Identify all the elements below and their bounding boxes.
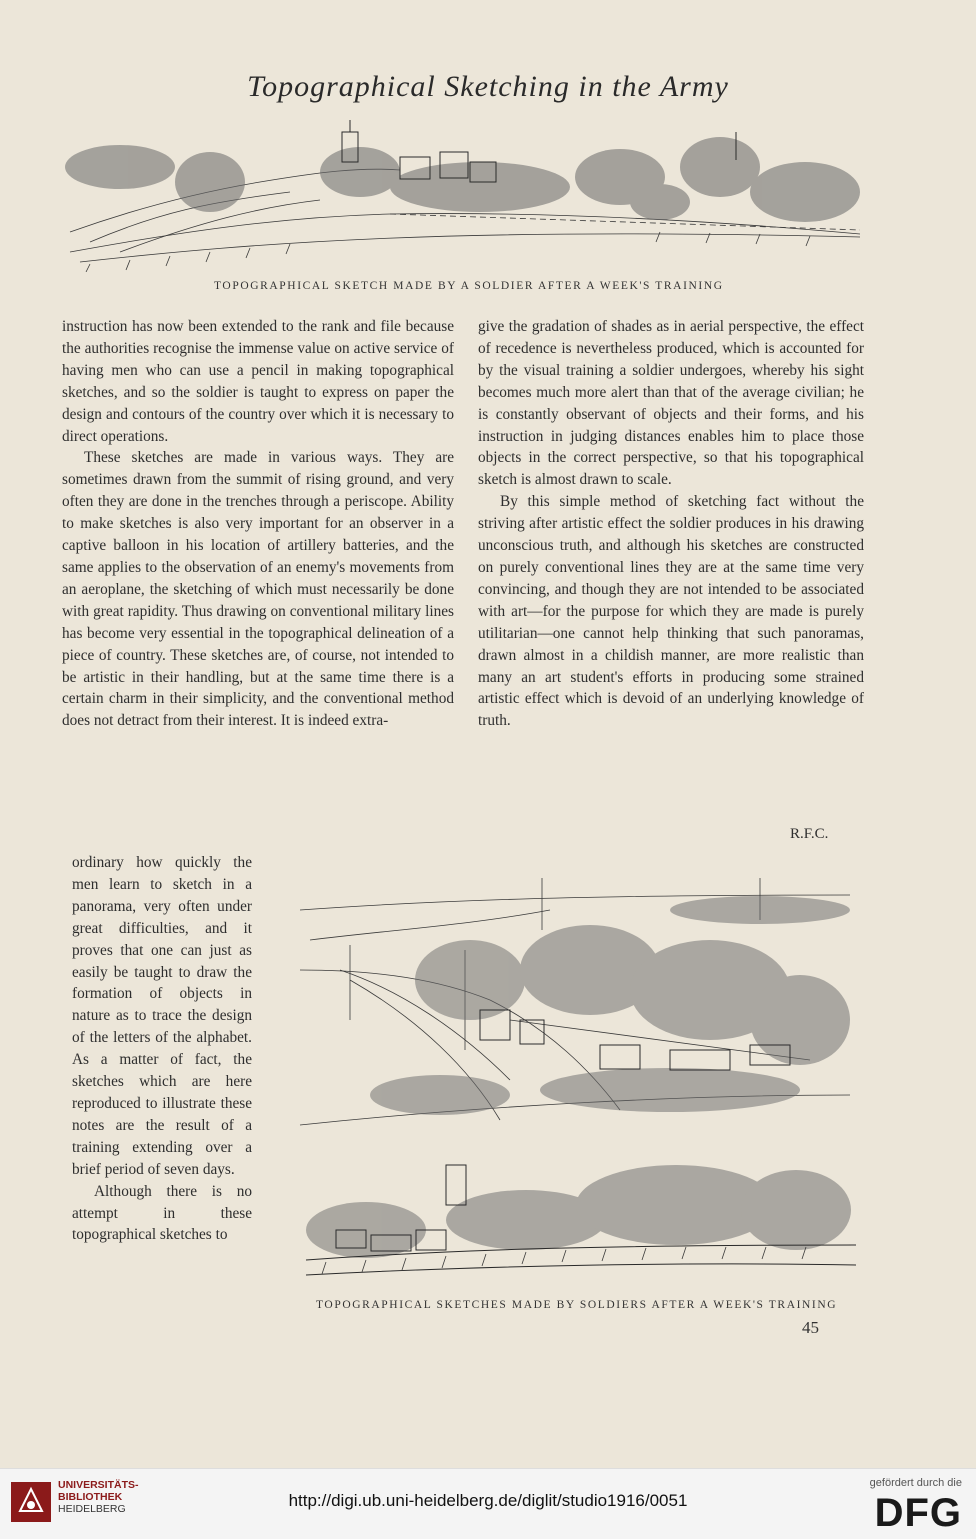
library-name-line3: HEIDELBERG (58, 1503, 126, 1515)
left-paragraph-3: Although there is no attempt in these topographical sketches to (72, 1182, 252, 1244)
top-landscape-sketch (60, 112, 868, 272)
top-sketch-caption: TOPOGRAPHICAL SKETCH MADE BY A SOLDIER AFTER A WEEK'S TRAINING (214, 280, 724, 292)
digital-copy-url[interactable]: http://digi.ub.uni-heidelberg.de/diglit/studio1916/0051 (288, 1491, 688, 1510)
article-title: Topographical Sketching in the Army (247, 70, 729, 103)
left-column-lower (72, 852, 252, 1246)
left-paragraph-2-continued: ordinary how quickly the men learn to sketch in a panorama, very often under great difficulties, and it proves that one can just as easily be taught to draw the formation of objects in nature as to trace the design of the letters of the alphabet. As a matter of fact, the sketches which are here reproduced to illustrate these notes are the result of a training extending over a brief period of seven days. (72, 854, 252, 1178)
dfg-logo: DFG (874, 1491, 962, 1535)
library-name-line1: UNIVERSITÄTS- (58, 1479, 139, 1491)
library-name-line2: BIBLIOTHEK (58, 1491, 123, 1503)
page-number: 45 (802, 1318, 819, 1337)
bottom-sketches-caption: TOPOGRAPHICAL SKETCHES MADE BY SOLDIERS AFTER A WEEK'S TRAINING (316, 1299, 838, 1311)
author-signature: R.F.C. (790, 826, 829, 842)
funding-note: gefördert durch die (869, 1477, 962, 1489)
right-paragraph-1: give the gradation of shades as in aerial perspective, the effect of recedence is nevertheless produced, which is accounted for by the visual training a soldier undergoes, whereby his sight becomes much more alert than that of the average civilian; he is constantly observant of objects and their forms, and his instruction in judging distances enables him to place those objects in the correct perspective, so that his topographical sketch is almost drawn to scale. (478, 318, 864, 489)
left-column-upper (62, 316, 454, 732)
left-paragraph-2: These sketches are made in various ways. They are sometimes drawn from the summit of rising ground, and very often they are done in the trenches through a periscope. Ability to make sketches is also very important for an observer in a captive balloon in his location of artillery batteries, and the same applies to the observation of an enemy's movements from an aeroplane, the sketching of which must necessarily be done with great rapidity. Thus drawing on conventional military lines has become very essential in the topographical delineation of a piece of country. These sketches are, of course, not intended to be artistic in their handling, but at the same time there is a certain charm in their simplicity, and the conventional method does not detract from their interest. It is indeed extra- (62, 449, 454, 730)
bottom-village-sketch (296, 1150, 862, 1290)
digital-library-footer (0, 1468, 976, 1539)
right-paragraph-2: By this simple method of sketching fact without the striving after artistic effect the soldier produces in his drawing unconscious truth, and although his sketches are constructed on purely conventional lines they are at the same time very convincing, and though they are not intended to be associated with art—for the purpose for which they are made is purely utilitarian—one cannot help thinking that such panoramas, drawn almost in a childish manner, are more realistic than many an art student's efforts in producing some strained artistic effect which is devoid of an underlying knowledge of truth. (478, 493, 864, 730)
middle-valley-sketch (290, 870, 860, 1132)
left-paragraph-1: instruction has now been extended to the rank and file because the authorities recognise the immense value on active service of having men who can use a pencil in making topographical sketches, and so the soldier is taught to express on paper the design and contours of the country over which it is necessary to direct operations. (62, 318, 454, 445)
right-column (478, 316, 864, 732)
